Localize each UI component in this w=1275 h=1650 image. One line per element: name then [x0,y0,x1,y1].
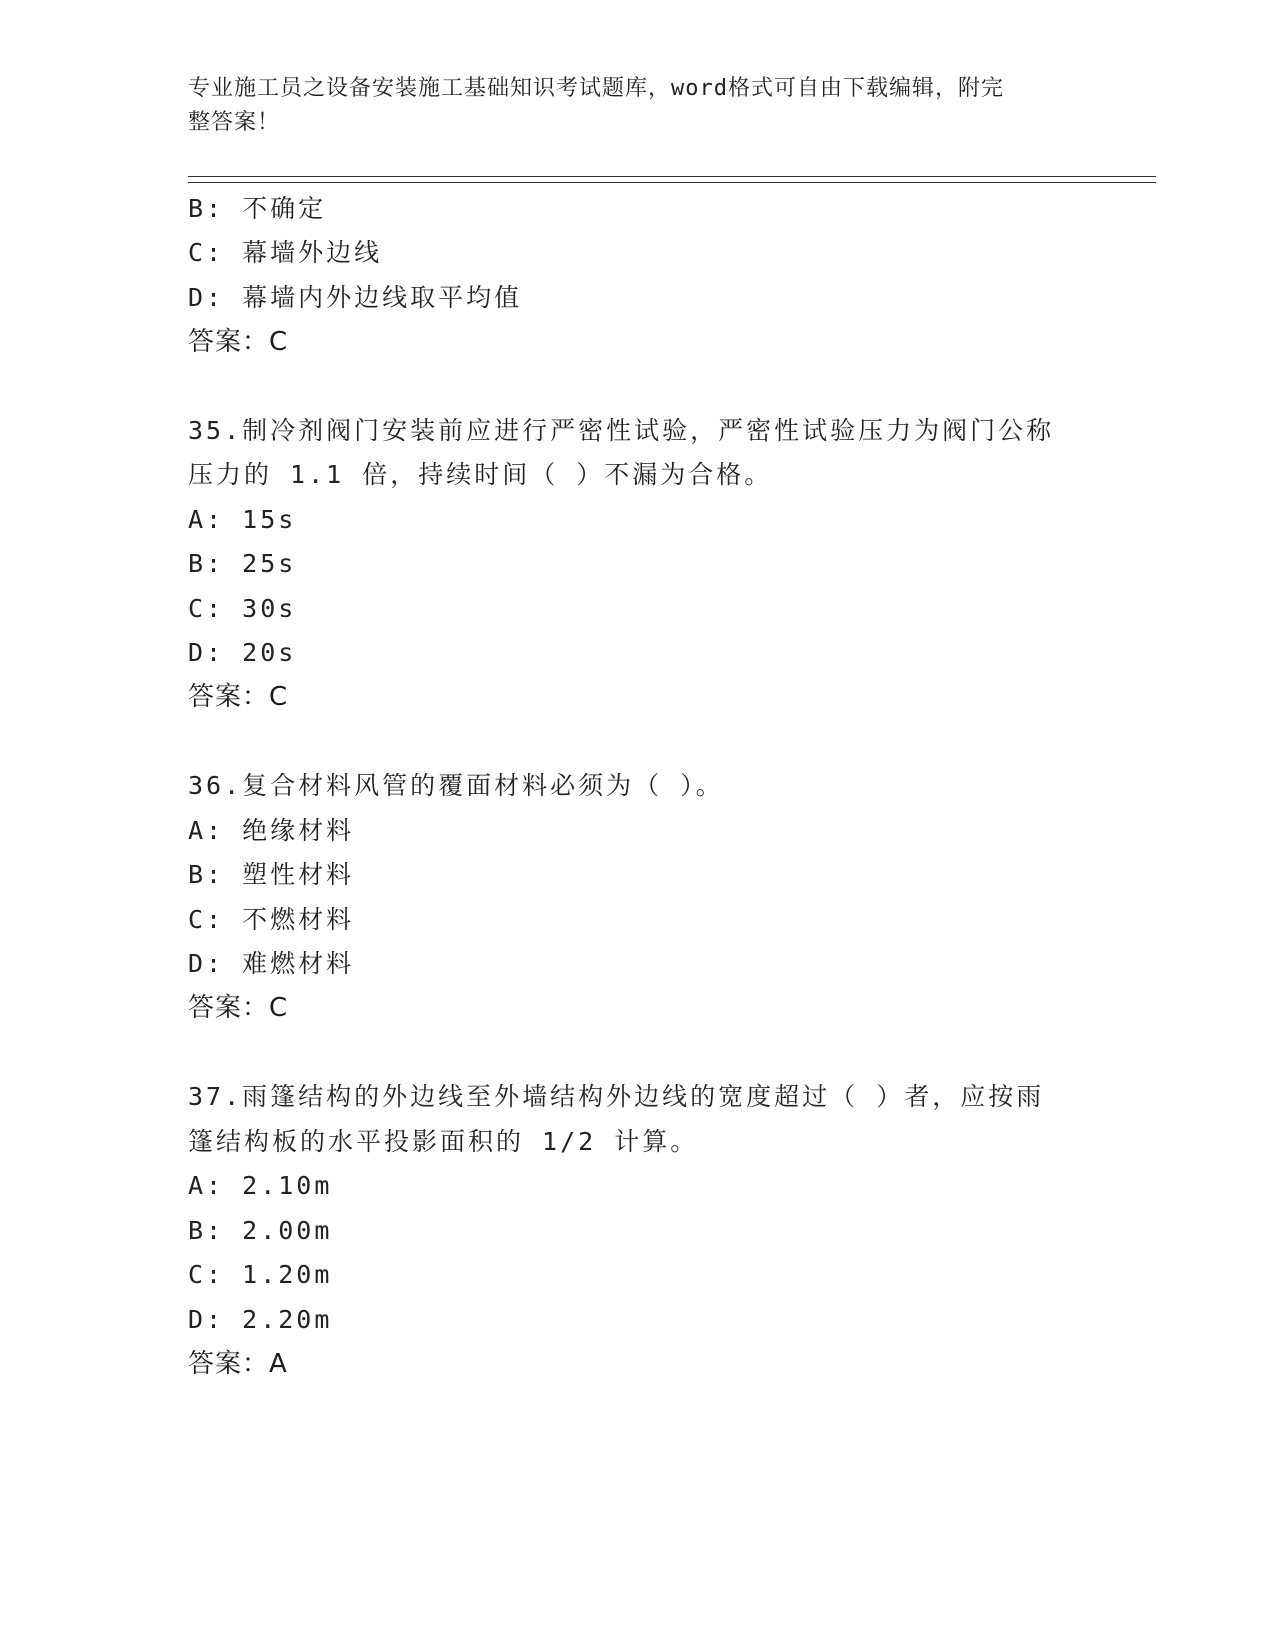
q37-option-b: B: 2.00m [188,1216,333,1245]
q35-answer: 答案：C [188,682,289,712]
prev-option-d: D: 幕墙内外边线取平均值 [188,283,523,312]
q37-answer: 答案：A [188,1349,288,1379]
q35-option-b: B: 25s [188,549,297,578]
q37-option-a: A: 2.10m [188,1171,333,1200]
q35-option-a: A: 15s [188,505,297,534]
header-divider-top [188,176,1156,177]
q36-answer: 答案：C [188,993,289,1023]
q37-stem-line-2: 篷结构板的水平投影面积的 1/2 计算。 [188,1127,699,1156]
prev-option-b: B: 不确定 [188,194,327,223]
header-divider-bottom [188,182,1156,183]
q36-option-d: D: 难燃材料 [188,949,355,978]
q35-stem-line-1: 35.制冷剂阀门安装前应进行严密性试验，严密性试验压力为阀门公称 [188,416,1055,445]
document-header [188,72,1068,140]
q37-stem-line-1: 37.雨篷结构的外边线至外墙结构外边线的宽度超过（ ）者，应按雨 [188,1082,1045,1111]
q36-option-a: A: 绝缘材料 [188,816,355,845]
header-title-line-2: 整答案！ [188,110,281,135]
q35-option-d: D: 20s [188,638,297,667]
q35-option-c: C: 30s [188,594,297,623]
q35-stem-line-2: 压力的 1.1 倍，持续时间（ ）不漏为合格。 [188,460,773,489]
q36-option-b: B: 塑性材料 [188,860,355,889]
prev-answer: 答案：C [188,327,289,357]
q36-option-c: C: 不燃材料 [188,905,355,934]
header-title-line-1: 专业施工员之设备安装施工基础知识考试题库，word格式可自由下载编辑，附完 [188,76,1004,101]
q36-stem-line-1: 36.复合材料风管的覆面材料必须为（ ）。 [188,771,724,800]
q37-option-c: C: 1.20m [188,1260,333,1289]
q37-option-d: D: 2.20m [188,1305,333,1334]
prev-option-c: C: 幕墙外边线 [188,238,383,267]
